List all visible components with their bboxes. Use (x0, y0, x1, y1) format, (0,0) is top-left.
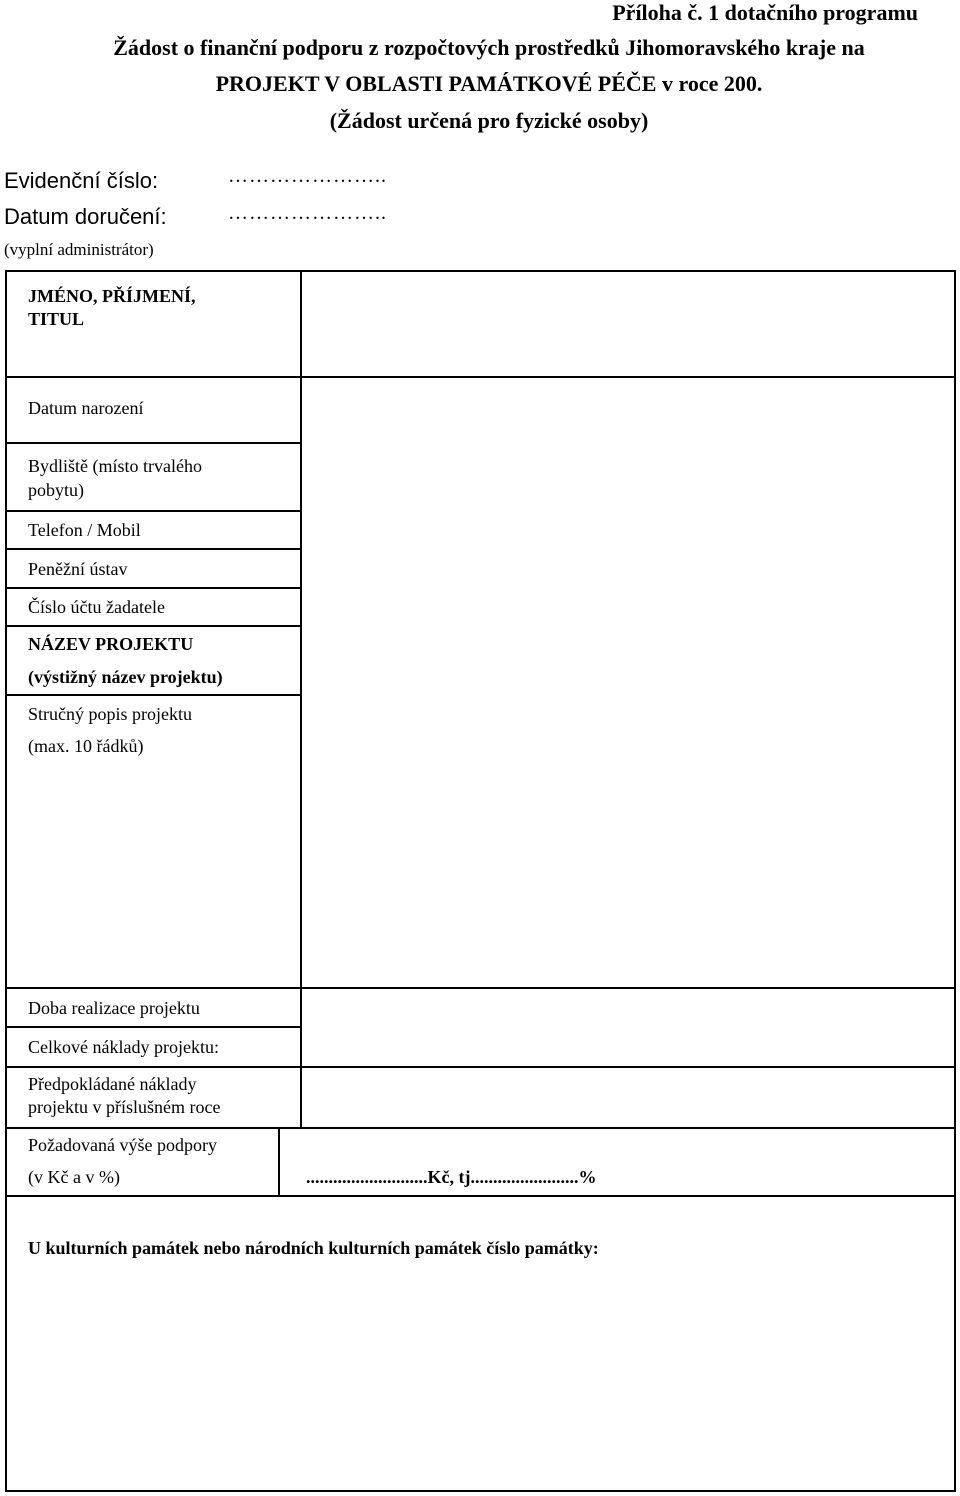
name-input-cell[interactable] (303, 272, 953, 376)
column-divider-last (278, 1128, 280, 1196)
description-label-line-1: Stručný popis projektu (28, 704, 192, 724)
phone-label: Telefon / Mobil (28, 520, 141, 540)
row-separator (5, 587, 302, 589)
column-divider (300, 270, 302, 1128)
row-separator (5, 510, 302, 512)
bank-label: Peněžní ústav (28, 559, 128, 579)
project-name-label-line-2: (výstižný název projektu) (28, 667, 223, 687)
total-costs-label: Celkové náklady projektu: (28, 1037, 219, 1057)
expected-costs-label-line-2: projektu v příslušném roce (28, 1097, 221, 1117)
admin-note: (vyplní administrátor) (4, 240, 154, 259)
delivery-date-field[interactable]: ………………….. (228, 202, 387, 224)
name-label-line-1: JMÉNO, PŘÍJMENÍ, (28, 286, 196, 306)
row-separator (5, 625, 302, 627)
requested-amount-field[interactable]: ...........................Kč, tj........................% (306, 1167, 597, 1187)
residence-label-line-2: pobytu) (28, 480, 84, 500)
form-title-line-1: Žádost o finanční podporu z rozpočtových prostředků Jihomoravského kraje na (113, 35, 865, 60)
birth-date-label: Datum narození (28, 398, 144, 418)
row-separator (5, 548, 302, 550)
delivery-date-label: Datum doručení: (4, 204, 167, 229)
duration-label: Doba realizace projektu (28, 998, 200, 1018)
row-separator (5, 694, 302, 696)
evidence-number-field[interactable]: ………………….. (228, 165, 387, 187)
details-input-cell[interactable] (303, 378, 953, 987)
name-label-line-2: TITUL (28, 309, 85, 329)
form-title-line-2: PROJEKT V OBLASTI PAMÁTKOVÉ PÉČE v roce 200. (215, 71, 763, 96)
expected-costs-label-line-1: Předpokládané náklady (28, 1074, 197, 1094)
evidence-number-label: Evidenční číslo: (4, 168, 159, 193)
requested-label-line-2: (v Kč a v %) (28, 1167, 120, 1187)
row-separator (5, 1026, 302, 1028)
form-subtitle: (Žádost určená pro fyzické osoby) (329, 108, 649, 133)
account-label: Číslo účtu žadatele (28, 597, 165, 617)
requested-label-line-1: Požadovaná výše podpory (28, 1135, 217, 1155)
costs-input-cell[interactable] (303, 989, 953, 1066)
monument-number-label: U kulturních památek nebo národních kulturních památek číslo památky: (28, 1238, 599, 1258)
project-name-label-line-1: NÁZEV PROJEKTU (28, 634, 194, 654)
row-separator (5, 442, 302, 444)
table-border-bottom (5, 1490, 956, 1492)
expected-costs-input-cell[interactable] (303, 1068, 953, 1127)
description-label-line-2: (max. 10 řádků) (28, 736, 144, 756)
table-border-right (954, 270, 956, 1492)
attachment-label: Příloha č. 1 dotačního programu (612, 0, 918, 25)
residence-label-line-1: Bydliště (místo trvalého (28, 456, 202, 476)
